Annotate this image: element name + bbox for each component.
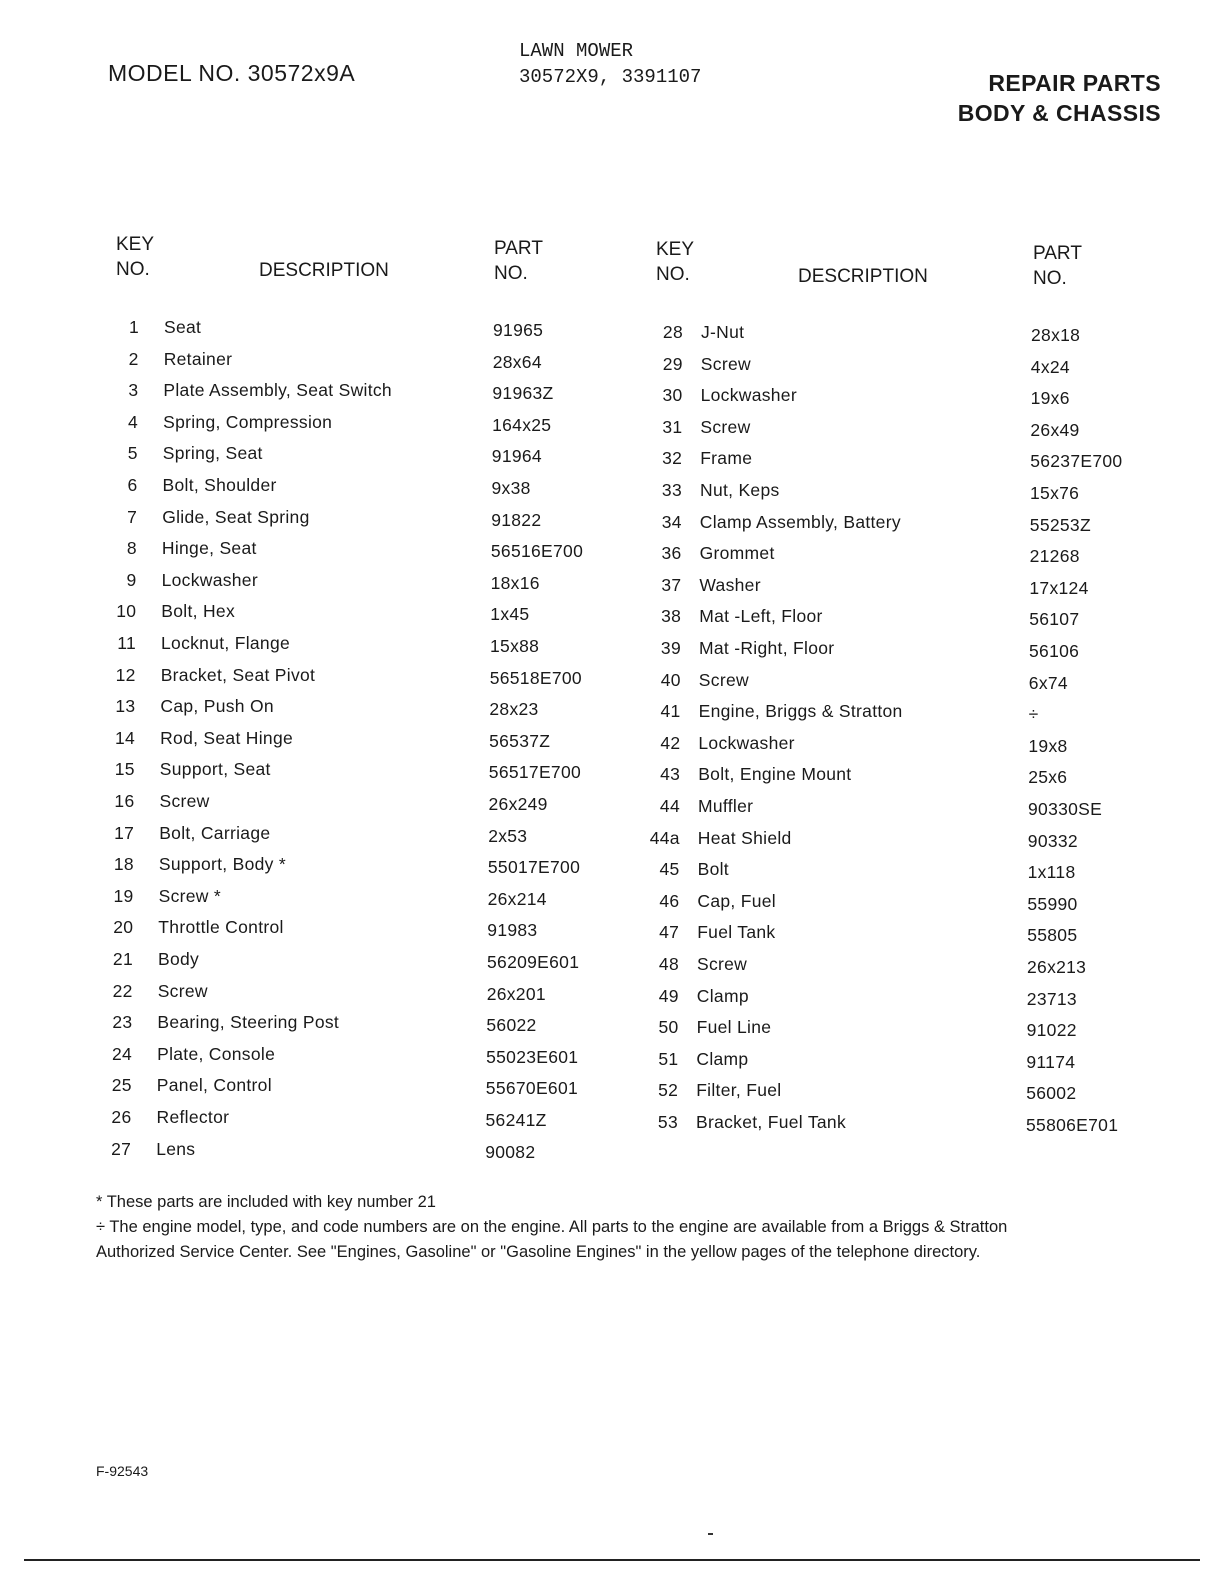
part-number: 91965 <box>493 320 544 340</box>
part-number: 26x214 <box>487 888 547 909</box>
key-number: 22 <box>112 980 133 1001</box>
part-description: Panel, Control <box>156 1075 272 1096</box>
part-description: Lockwasher <box>161 569 258 590</box>
key-number: 31 <box>662 416 683 437</box>
part-description: Clamp <box>696 985 749 1006</box>
part-description: Clamp Assembly, Battery <box>699 511 901 532</box>
part-number: 56107 <box>1029 609 1080 630</box>
part-description: Spring, Compression <box>163 411 333 432</box>
key-number: 5 <box>127 443 138 464</box>
key-number: 43 <box>660 764 681 785</box>
part-description: Reflector <box>156 1107 230 1127</box>
part-description: Bolt, Carriage <box>159 822 271 843</box>
part-description: Mat -Right, Floor <box>699 638 835 658</box>
part-number: 56106 <box>1029 641 1080 661</box>
key-number: 4 <box>128 411 139 432</box>
part-description: Heat Shield <box>697 827 792 848</box>
part-number: 26x201 <box>486 983 546 1004</box>
part-number: 90332 <box>1027 830 1078 851</box>
part-description: Cap, Fuel <box>697 890 776 911</box>
part-number: 55017E700 <box>487 857 581 878</box>
right-description-header: DESCRIPTION <box>798 266 928 287</box>
part-number: 91983 <box>487 920 538 941</box>
form-number: F-92543 <box>96 1463 149 1479</box>
part-number: 164x25 <box>492 414 552 435</box>
part-description: Fuel Tank <box>697 922 776 943</box>
key-number: 1 <box>128 317 139 337</box>
key-number: 2 <box>128 348 139 369</box>
key-number: 7 <box>127 506 138 527</box>
footnote-engine-continued: Authorized Service Center. See "Engines, Gasoline" or "Gasoline Engines" in the yellow pages of the telephone directory. <box>96 1243 981 1261</box>
footnote-engine: ÷ The engine model, type, and code numbers are on the engine. All parts to the engine are available from a Briggs & Stratton <box>96 1218 1008 1236</box>
part-description: Bolt <box>697 859 729 880</box>
key-number: 41 <box>660 701 681 722</box>
key-number: 15 <box>114 759 135 780</box>
key-number: 24 <box>112 1043 133 1064</box>
key-number: 25 <box>111 1075 132 1096</box>
key-number: 3 <box>128 380 139 401</box>
part-number: 9x38 <box>491 478 531 498</box>
key-number: 51 <box>658 1048 679 1069</box>
part-description: Nut, Keps <box>700 480 780 500</box>
part-description: Retainer <box>163 348 233 369</box>
part-description: Screw * <box>158 885 221 906</box>
part-number: 56537Z <box>489 730 551 751</box>
footnote-asterisk: * These parts are included with key number 21 <box>96 1193 436 1211</box>
part-description: Throttle Control <box>158 917 284 938</box>
key-number: 49 <box>658 985 679 1006</box>
key-number: 44 <box>659 796 680 816</box>
part-description: Lens <box>156 1138 196 1159</box>
key-number: 30 <box>662 385 683 406</box>
part-description: Screw <box>700 353 751 374</box>
right-part-header: PART NO. <box>1033 243 1082 289</box>
key-number: 23 <box>112 1012 133 1033</box>
part-description: Mat -Left, Floor <box>699 606 823 627</box>
part-number: 55805 <box>1027 925 1078 946</box>
part-number: 56517E700 <box>488 762 582 783</box>
part-description: Plate Assembly, Seat Switch <box>163 380 392 401</box>
key-number: 13 <box>115 696 136 717</box>
key-number: 32 <box>662 448 683 469</box>
part-number: ÷ <box>1028 704 1039 725</box>
key-number: 12 <box>115 664 136 685</box>
part-number: 55806E701 <box>1026 1115 1119 1135</box>
part-description: Locknut, Flange <box>161 633 291 653</box>
part-description: Screw <box>159 791 210 811</box>
key-number: 39 <box>660 638 681 658</box>
part-number: 26x249 <box>488 794 548 814</box>
part-number: 56241Z <box>485 1110 547 1130</box>
part-number: 19x6 <box>1030 388 1070 409</box>
part-description: Screw <box>700 416 751 437</box>
key-number: 10 <box>116 601 137 622</box>
part-number: 4x24 <box>1030 356 1070 377</box>
key-number: 46 <box>659 890 680 911</box>
part-number: 28x18 <box>1031 325 1081 345</box>
part-number: 26x213 <box>1027 957 1087 977</box>
part-description: Grommet <box>699 543 775 564</box>
part-number: 17x124 <box>1029 577 1089 598</box>
part-description: Muffler <box>698 796 754 816</box>
key-number: 47 <box>659 922 680 943</box>
key-number: 9 <box>126 569 137 590</box>
key-number: 6 <box>127 475 138 495</box>
part-description: Spring, Seat <box>162 443 263 464</box>
part-number: 91022 <box>1026 1020 1077 1041</box>
part-description: Fuel Line <box>696 1017 772 1038</box>
part-description: Hinge, Seat <box>161 538 257 559</box>
part-number: 25x6 <box>1028 767 1068 788</box>
part-number: 91963Z <box>492 383 554 404</box>
part-number: 56002 <box>1026 1083 1077 1104</box>
key-number: 48 <box>658 954 679 974</box>
part-description: J-Nut <box>701 322 745 342</box>
part-number: 28x64 <box>492 351 542 372</box>
part-description: Screw <box>697 954 748 974</box>
part-number: 1x45 <box>490 604 530 625</box>
part-number: 2x53 <box>488 825 528 846</box>
part-number: 56022 <box>486 1015 537 1036</box>
part-number: 15x76 <box>1030 483 1080 503</box>
scan-speck <box>708 1533 713 1535</box>
key-number: 27 <box>111 1138 132 1159</box>
part-number: 55990 <box>1027 893 1078 914</box>
part-number: 21268 <box>1029 546 1080 567</box>
key-number: 53 <box>657 1112 678 1132</box>
key-number: 28 <box>662 322 683 342</box>
part-description: Bearing, Steering Post <box>157 1012 340 1033</box>
model-number: MODEL NO. 30572x9A <box>108 60 356 86</box>
key-number: 50 <box>658 1017 679 1038</box>
part-description: Clamp <box>696 1048 749 1069</box>
key-number: 21 <box>112 949 133 969</box>
part-description: Support, Body * <box>158 854 286 875</box>
typed-label-product: LAWN MOWER <box>519 40 634 62</box>
part-description: Body <box>158 949 200 969</box>
part-number: 26x49 <box>1030 419 1080 440</box>
key-number: 52 <box>658 1080 679 1101</box>
part-number: 55023E601 <box>486 1046 579 1067</box>
key-number: 26 <box>111 1107 132 1127</box>
footnotes <box>96 1190 1196 1265</box>
key-number: 29 <box>662 353 683 374</box>
part-description: Glide, Seat Spring <box>162 506 310 527</box>
part-number: 90082 <box>485 1141 536 1162</box>
part-number: 56237E700 <box>1030 451 1123 472</box>
part-number: 55670E601 <box>485 1078 579 1099</box>
key-number: 33 <box>661 480 682 500</box>
part-description: Support, Seat <box>159 759 271 780</box>
key-number: 8 <box>126 538 137 559</box>
key-number: 17 <box>114 822 135 843</box>
part-number: 90330SE <box>1028 799 1103 819</box>
key-number: 37 <box>661 574 682 595</box>
key-number: 14 <box>115 727 136 748</box>
page-subtitle: BODY & CHASSIS <box>957 100 1161 126</box>
part-description: Screw <box>157 980 208 1001</box>
key-number: 38 <box>661 606 682 627</box>
part-description: Bracket, Fuel Tank <box>696 1112 847 1132</box>
part-description: Washer <box>699 574 761 595</box>
part-description: Filter, Fuel <box>696 1080 782 1101</box>
part-number: 6x74 <box>1028 672 1068 693</box>
part-number: 19x8 <box>1028 735 1068 756</box>
left-key-header: KEY NO. <box>116 234 155 280</box>
bottom-rule <box>24 1559 1200 1561</box>
part-number: 18x16 <box>490 572 540 593</box>
part-description: Lockwasher <box>698 732 795 753</box>
part-number: 91174 <box>1026 1051 1076 1072</box>
part-description: Plate, Console <box>157 1043 276 1064</box>
part-description: Bolt, Hex <box>161 601 235 622</box>
key-number: 19 <box>113 885 134 906</box>
left-description-header: DESCRIPTION <box>259 260 389 281</box>
part-number: 1x118 <box>1027 862 1076 883</box>
key-number: 45 <box>659 859 680 880</box>
part-description: Bracket, Seat Pivot <box>160 664 316 685</box>
part-description: Screw <box>698 669 749 690</box>
typed-label-model-codes: 30572X9, 3391107 <box>519 66 702 88</box>
part-number: 56518E700 <box>489 667 582 688</box>
part-number: 91964 <box>491 446 542 467</box>
part-description: Bolt, Engine Mount <box>698 764 852 785</box>
part-number: 28x23 <box>489 699 539 720</box>
part-number: 55253Z <box>1029 514 1091 535</box>
part-number: 56209E601 <box>487 952 580 972</box>
part-description: Lockwasher <box>700 385 797 406</box>
part-description: Engine, Briggs & Stratton <box>698 701 903 722</box>
key-number: 40 <box>660 669 681 690</box>
part-description: Seat <box>164 317 202 337</box>
key-number: 20 <box>113 917 134 938</box>
key-number: 34 <box>661 511 682 532</box>
key-number: 16 <box>114 791 135 811</box>
part-description: Rod, Seat Hinge <box>160 727 294 748</box>
key-number: 36 <box>661 543 682 564</box>
part-description: Cap, Push On <box>160 696 274 717</box>
part-number: 56516E700 <box>490 541 584 562</box>
key-number: 44a <box>649 827 680 848</box>
part-number: 23713 <box>1026 988 1077 1009</box>
right-key-header: KEY NO. <box>656 239 695 285</box>
part-description: Frame <box>700 448 753 469</box>
part-number: 15x88 <box>490 636 540 656</box>
part-description: Bolt, Shoulder <box>162 475 277 495</box>
key-number: 11 <box>117 633 136 653</box>
part-number: 91822 <box>491 509 542 530</box>
key-number: 18 <box>113 854 134 875</box>
page-title: REPAIR PARTS <box>988 70 1161 96</box>
left-part-header: PART NO. <box>494 238 543 284</box>
key-number: 42 <box>660 732 681 753</box>
